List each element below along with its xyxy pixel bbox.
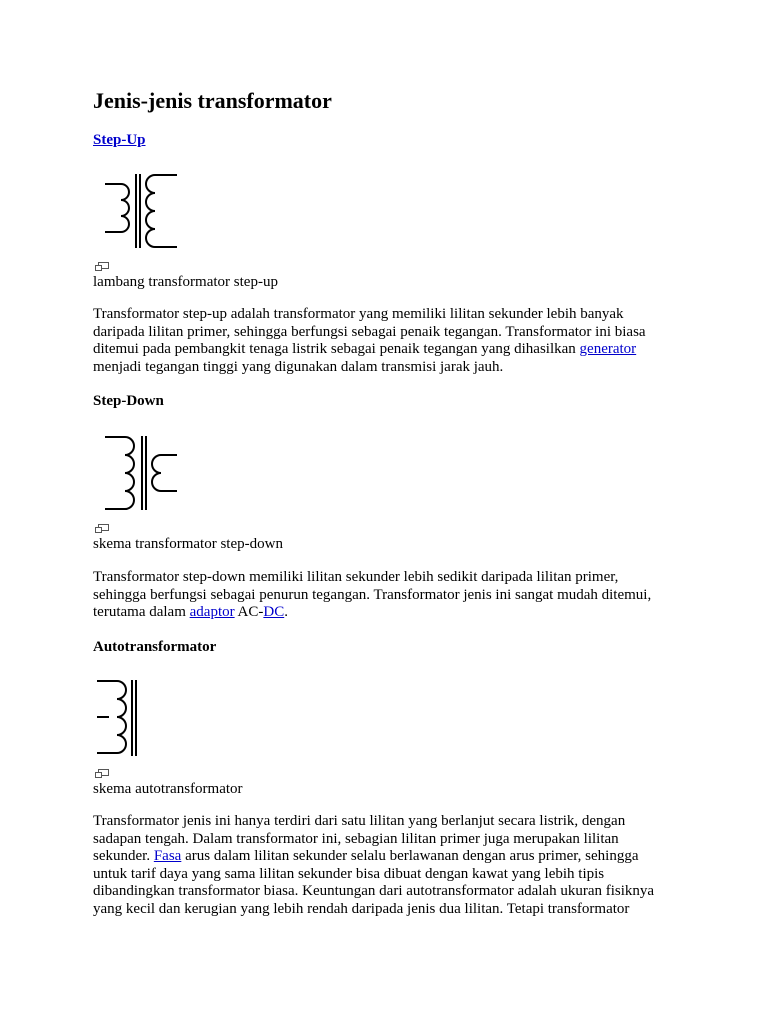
paragraph-step-down: Transformator step-down memiliki lilitan sekunder lebih sedikit daripada lilitan primer, sehingga berfungsi sebagai penurun tegangan. Transformator jenis ini sangat mudah ditemui, terutama dalam adaptor AC-DC. [93, 569, 652, 620]
figure-caption-step-up: lambang transformator step-up [93, 274, 278, 290]
figure-caption-step-down: skema transformator step-down [93, 536, 283, 552]
step-up-link[interactable]: Step-Up [93, 132, 146, 148]
section-heading-autotransformator: Autotransformator [93, 639, 217, 655]
paragraph-step-up: Transformator step-up adalah transformator yang memiliki lilitan sekunder lebih banyak daripada lilitan primer, sehingga berfungsi sebagai penaik tegangan. Transformator ini biasa ditemui pada pembangkit tenaga listrik sebagai penaik tegangan yang dihasilkan generator menjadi tegangan tinggi yang digunakan dalam transmisi jarak jauh. [93, 306, 646, 375]
adaptor-link[interactable]: adaptor [189, 604, 235, 620]
transformer-step-down-symbol [103, 432, 183, 514]
enlarge-icon[interactable] [95, 524, 109, 533]
fasa-link[interactable]: Fasa [153, 848, 182, 864]
section-heading-step-down: Step-Down [93, 393, 164, 409]
enlarge-icon[interactable] [95, 769, 109, 778]
paragraph-autotransformator: Transformator jenis ini hanya terdiri dari satu lilitan yang berlanjut secara listrik, dengan sadapan tengah. Dalam transformator ini, sebagian lilitan primer juga merupakan lilitan sekunder. Fasa arus dalam lilitan sekunder selalu berlawanan dengan arus primer, sehingga untuk tarif daya yang sama lilitan sekunder bisa dibuat dengan kawat yang lebih tipis dibandingkan transformator biasa. Keuntungan dari autotransformator adalah ukuran fisiknya yang kecil dan kerugian yang lebih rendah daripada jenis dua lilitan. Tetapi transformator [93, 813, 655, 917]
autotransformer-symbol [95, 677, 145, 759]
transformer-step-up-symbol [103, 170, 183, 252]
section-heading-step-up[interactable] [93, 130, 146, 150]
figure-caption-autotransformator: skema autotransformator [93, 781, 243, 797]
generator-link[interactable]: generator [579, 341, 637, 357]
page-title: Jenis-jenis transformator [93, 88, 332, 113]
dc-link[interactable]: DC [263, 604, 285, 620]
enlarge-icon[interactable] [95, 262, 109, 271]
